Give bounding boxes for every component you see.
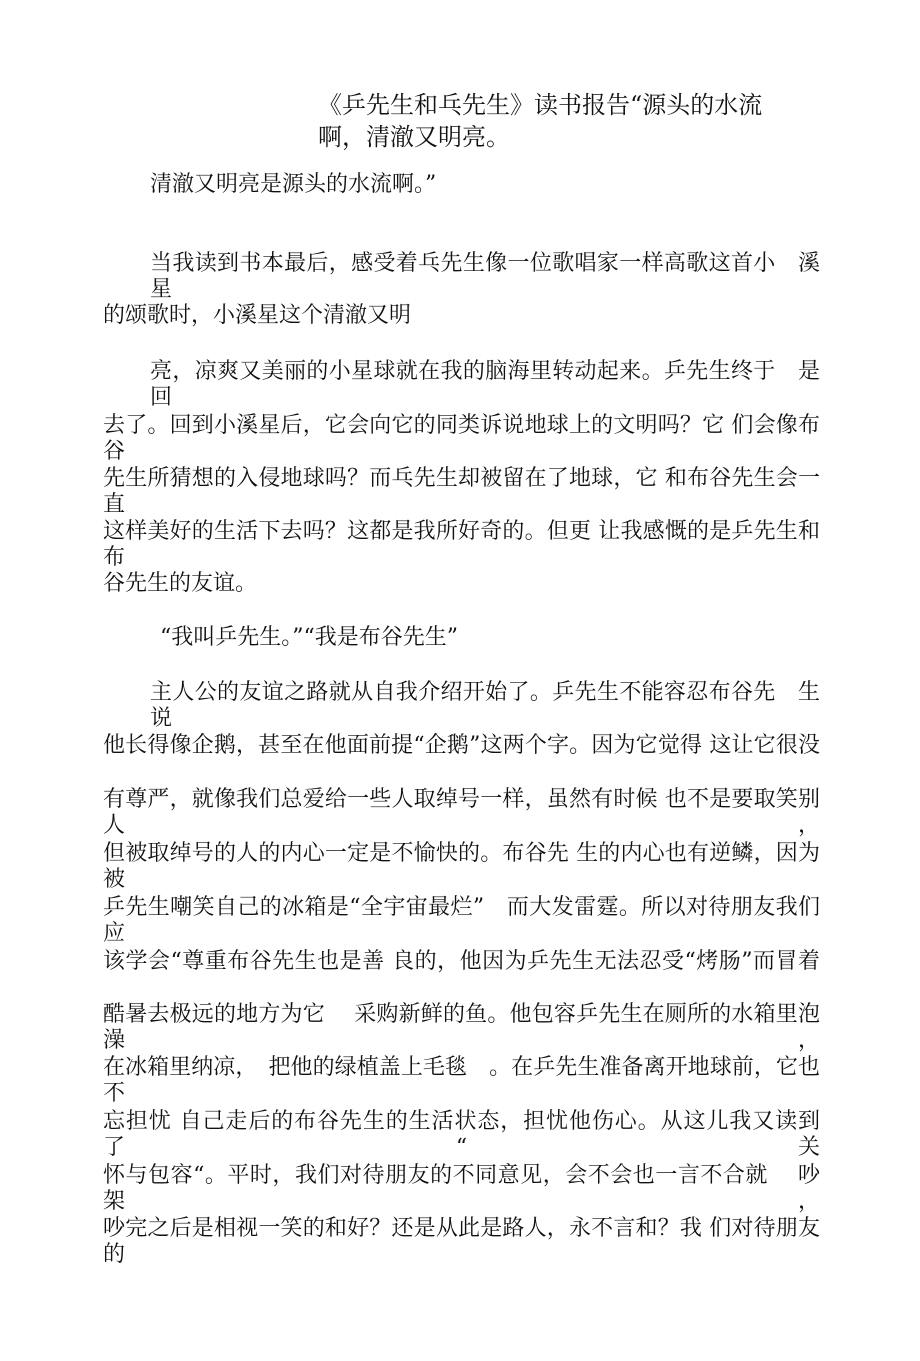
text-line: 在冰箱里纳凉， 把他的绿植盖上毛毯 。在乒先生准备离开地球前，它也不 (103, 1055, 820, 1106)
text-line: 先生所猜想的入侵地球吗？而乓先生却被留在了地球，它 和布谷先生会一直 (103, 466, 820, 517)
text-line: 的颂歌时，小溪星这个清澈又明 (103, 303, 412, 328)
text-line: 该学会“尊重布谷先生也是善 良的，他因为乒先生无法忍受“烤肠”而冒着 (103, 949, 820, 974)
text-line: 当我读到书本最后，感受着乓先生像一位歌唱家一样高歌这首小 溪星 (150, 251, 820, 302)
text-line: “我叫乒先生。”“我是布谷先生” (160, 625, 458, 650)
text-line: 清澈又明亮是源头的水流啊。” (150, 172, 437, 197)
text-line: 吵完之后是相视一笑的和好？还是从此是路人，永不言和？我 们对待朋友的 (103, 1216, 820, 1267)
text-line: 主人公的友谊之路就从自我介绍开始了。乒先生不能容忍布谷先 生说 (150, 680, 820, 731)
text-line: 有尊严，就像我们总爱给一些人取绰号一样，虽然有时候 也不是要取笑别人， (103, 787, 820, 838)
text-line: 这样美好的生活下去吗？这都是我所好奇的。但更 让我感慨的是乒先生和布 (103, 519, 820, 570)
text-line: 酷暑去极远的地方为它 采购新鲜的鱼。他包容乒先生在厕所的水箱里泡澡， (103, 1002, 820, 1053)
text-line: 但被取绰号的人的内心一定是不愉快的。布谷先 生的内心也有逆鳞，因为被 (103, 841, 820, 892)
text-line: 忘担忧 自己走后的布谷先生的生活状态，担忧他伤心。从这儿我又读到了“关 (103, 1109, 820, 1160)
document-title-line-1: 《乒先生和乓先生》读书报告“源头的水流 (318, 91, 763, 119)
text-line: 乒先生嘲笑自己的冰箱是“全宇宙最烂” 而大发雷霆。所以对待朋友我们应 (103, 895, 820, 946)
text-line: 亮，凉爽又美丽的小星球就在我的脑海里转动起来。乒先生终于 是回 (150, 359, 820, 410)
text-line: 他长得像企鹅，甚至在他面前提“企鹅”这两个字。因为它觉得 这让它很没 (103, 733, 820, 758)
document-title-line-2: 啊，清澈又明亮。 (318, 123, 510, 151)
text-line: 谷先生的友谊。 (103, 571, 258, 596)
text-line: 去了。回到小溪星后，它会向它的同类诉说地球上的文明吗？它 们会像布谷 (103, 413, 820, 464)
text-line: 怀与包容“。平时，我们对待朋友的不同意见，会不会也一言不合就 吵架， (103, 1163, 820, 1214)
